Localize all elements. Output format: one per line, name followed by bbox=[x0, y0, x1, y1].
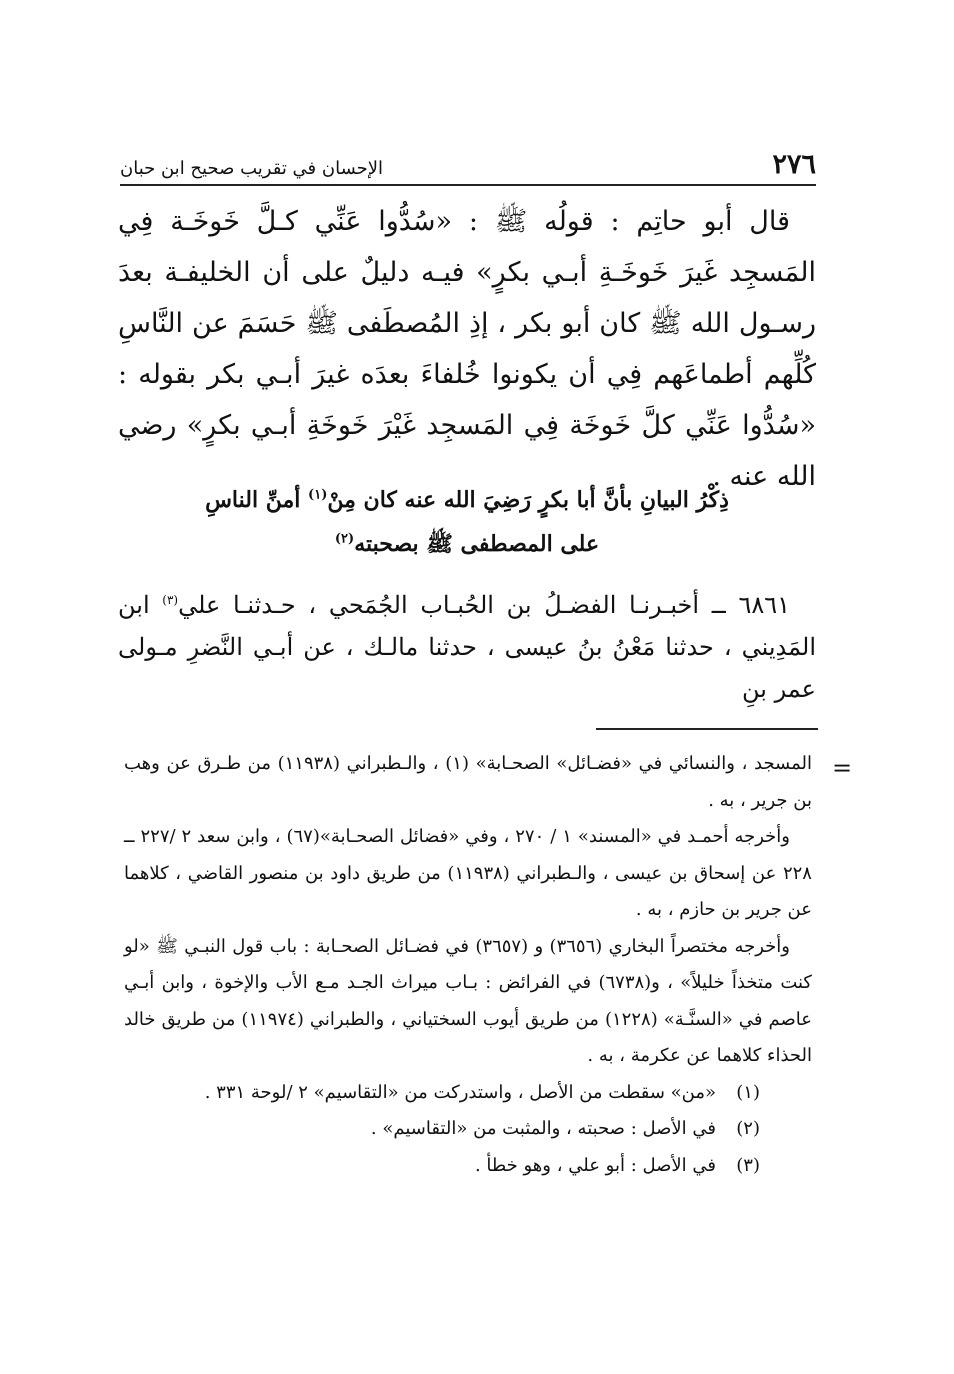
section-title-line-2: على المصطفى ﷺ بصحبته$^{(٢)}$ bbox=[334, 531, 600, 557]
commentary-paragraph: قال أبو حاتِم : قولُه ﷺ : «سُدُّوا عَنِّي كـلَّ خَوخَـة فِي المَسجِد غَيرَ خَوخَـةِ أبـي بكرٍ» فيـه دليلٌ على أن الخليفـة بعدَ رسـول الله ﷺ كان أبو بكر ، إذِ المُصطَفى ﷺ حَسَمَ عن النَّاسِ كُلِّهم أطماعَهم فِي أن يكونوا خُلفاءَ بعدَه غيرَ أبـي بكر بقوله : «سُدُّوا عَنِّي كلَّ خَوخَة فِي المَسجِد غَيْرَ خَوخَةِ أبـي بكرٍ» رضي الله عنه . bbox=[118, 206, 816, 492]
section-title-line-1: ذِكْرُ البيانِ بأنَّ أبا بكرٍ رَضِيَ الله عنه كان مِنْ$^{(١)}$ أمنِّ الناسِ bbox=[205, 487, 729, 513]
hadith-text bbox=[118, 584, 816, 710]
footnote-2 bbox=[124, 1111, 812, 1148]
footnote-number: (٢) bbox=[736, 1118, 760, 1139]
footnote-1 bbox=[124, 1075, 812, 1112]
footnote-text: في الأصل : صحبته ، والمثبت من «التقاسيم» . bbox=[370, 1118, 716, 1139]
footnote-ref-3: (٣) bbox=[162, 593, 179, 607]
footnote-continued-paragraph: المسجد ، والنسائي في «فضـائل» الصحـابة» (١) ، والـطبراني (١١٩٣٨) من طـرق عن وهب بن جرير ، به . bbox=[124, 753, 813, 811]
footnote-ref-1: (١) bbox=[308, 487, 328, 503]
footnote-continuation-mark: = bbox=[832, 754, 853, 782]
footnote-text: في الأصل : أبو علي ، وهو خطأ . bbox=[474, 1154, 716, 1176]
footnote-text: «من» سقطت من الأصل ، واستدركت من «التقاسيم» ٢ /لوحة ٣٣١ . bbox=[204, 1081, 716, 1103]
footnote-number: (٣) bbox=[736, 1154, 760, 1176]
main-text bbox=[118, 196, 816, 502]
page-number: ٢٧٦ bbox=[772, 149, 816, 180]
footnote-paragraph: وأخرجه أحمـد في «المسند» ١ / ٢٧٠ ، وفي «فضائل الصحـابة»(٦٧) ، وابن سعد ٢ /٢٢٧ ــ ٢٢٨ عن إسحاق بن عيسى ، والـطبراني (١١٩٣٨) من طريق داود بن منصور القاضي ، كلاهما عن جرير بن حازم ، به . bbox=[124, 826, 812, 920]
footnote-separator bbox=[596, 728, 818, 730]
section-title bbox=[118, 478, 816, 566]
footnote-number: (١) bbox=[736, 1081, 760, 1103]
page-header bbox=[120, 138, 816, 186]
footnote-3 bbox=[124, 1148, 812, 1185]
footnote-paragraph: وأخرجه مختصراً البخاري (٣٦٥٦) و (٣٦٥٧) في فضـائل الصحـابة : باب قول النبـي ﷺ «لو كنت متخذاً خليلاً» ، و(٦٧٣٨) في الفرائض : بـاب ميراث الجـد مـع الأب والإخوة ، وابن أبـي عاصم في «السنَّـة» (١٢٢٨) من طريق أيوب السختياني ، والطبراني (١١٩٧٤) من طريق خالد الحذاء كلاهما عن عكرمة ، به . bbox=[124, 935, 812, 1066]
footnotes bbox=[124, 746, 812, 1184]
hadith-paragraph: ٦٨٦١ ــ أخبـرنـا الفضـلُ بن الحُبـاب الجُمَحي ، حـدثنـا علي$^{(٣)}$ ابن المَدِيني ، حدثنا مَعْنُ بنُ عيسى ، حدثنا مالـك ، عن أبـي النَّضرِ مـولى عمر بنِ bbox=[118, 591, 816, 703]
footnote-ref-2: (٢) bbox=[334, 531, 355, 547]
running-title: الإحسان في تقريب صحيح ابن حبان bbox=[120, 158, 384, 179]
